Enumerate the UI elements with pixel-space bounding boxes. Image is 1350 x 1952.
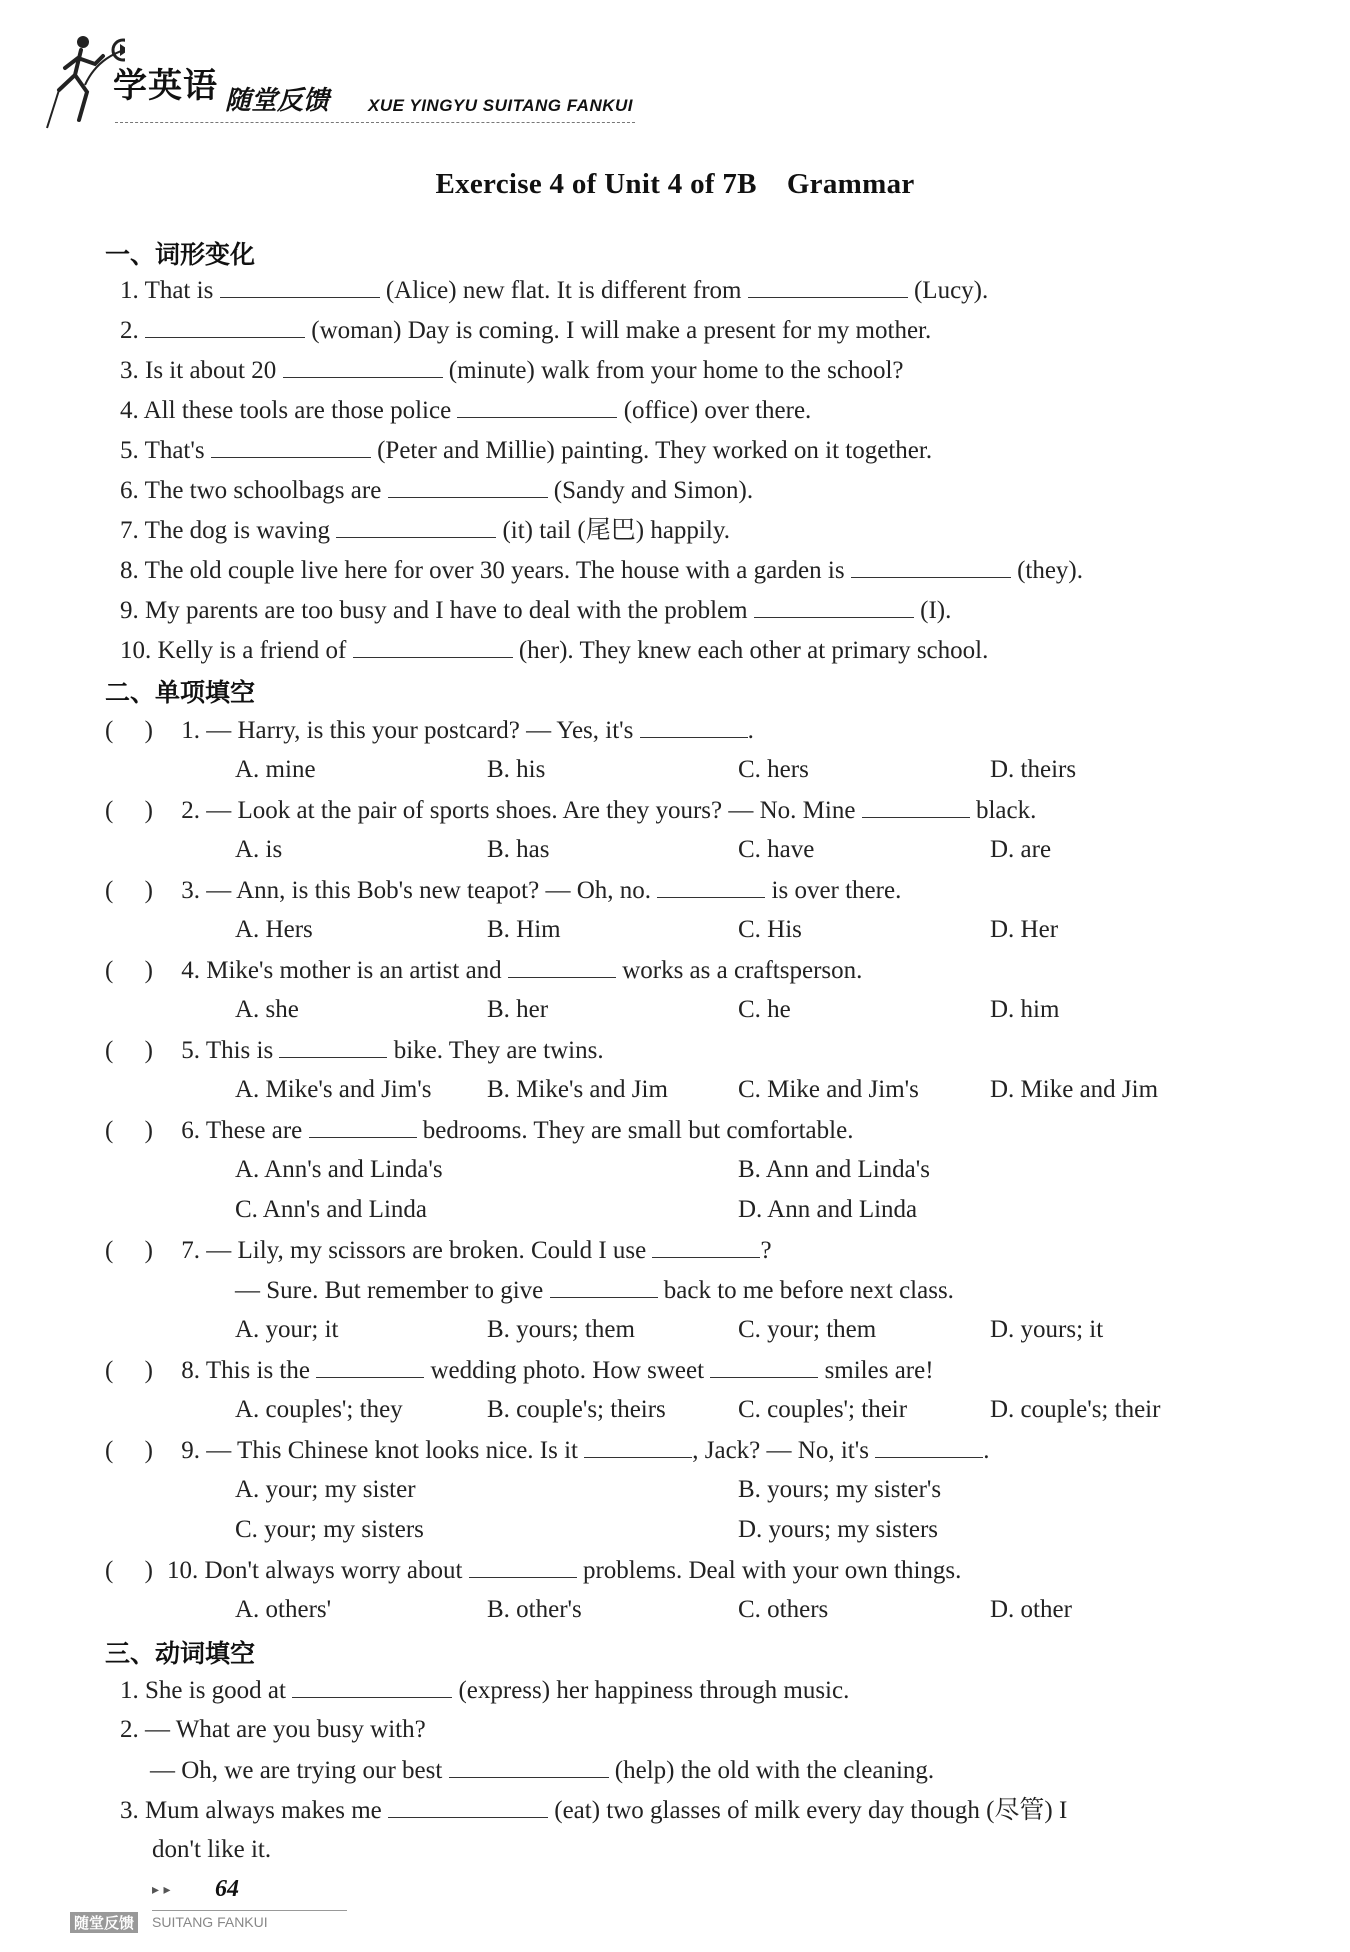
answer-blank[interactable] — [652, 1235, 760, 1258]
option-b[interactable]: B. her — [487, 996, 549, 1023]
s3-item-1: 1. She is good at (express) her happiness through music. — [120, 1677, 850, 1704]
s2-question-2: ( ) 2. — Look at the pair of sports shoes. Are they yours? — No. Mine black. — [105, 797, 1037, 824]
answer-blank[interactable] — [145, 315, 305, 338]
answer-blank[interactable] — [336, 515, 496, 538]
option-d[interactable]: D. are — [990, 836, 1052, 863]
option-b[interactable]: B. has — [487, 836, 550, 863]
answer-blank[interactable] — [640, 715, 748, 738]
option-a[interactable]: A. she — [235, 996, 299, 1023]
option-d[interactable]: D. Mike and Jim — [990, 1076, 1159, 1103]
s2-question-10: ( ) 10. Don't always worry about problems. Deal with your own things. — [105, 1557, 962, 1584]
option-b[interactable]: B. Him — [487, 916, 561, 943]
brand-pinyin: XUE YINGYU SUITANG FANKUI — [368, 96, 634, 115]
page-title — [0, 168, 1350, 201]
answer-paren[interactable]: ( ) — [105, 717, 153, 744]
s2-question-7-line-2: — Sure. But remember to give back to me before next class. — [235, 1277, 954, 1304]
answer-blank[interactable] — [283, 355, 443, 378]
brand-main: 学英语 — [113, 66, 218, 106]
answer-blank[interactable] — [469, 1555, 577, 1578]
option-d[interactable]: D. yours; my sisters — [738, 1516, 938, 1543]
answer-blank[interactable] — [279, 1035, 387, 1058]
footer-divider — [152, 1910, 347, 1911]
option-a[interactable]: A. your; it — [235, 1316, 339, 1343]
answer-paren[interactable]: ( ) — [105, 797, 153, 824]
page-header — [45, 30, 685, 140]
s3-item-2-reply: — Oh, we are trying our best (help) the old with the cleaning. — [150, 1757, 935, 1784]
option-c[interactable]: C. he — [738, 996, 791, 1023]
option-a[interactable]: A. Ann's and Linda's — [235, 1156, 443, 1183]
answer-blank[interactable] — [220, 275, 380, 298]
option-c[interactable]: C. others — [738, 1596, 829, 1623]
option-a[interactable]: A. your; my sister — [235, 1476, 416, 1503]
s2-question-3: ( ) 3. — Ann, is this Bob's new teapot? — Oh, no. is over there. — [105, 877, 902, 904]
s1-item-1: 1. That is (Alice) new flat. It is different from (Lucy). — [120, 277, 989, 304]
s3-item-3-cont: don't like it. — [152, 1836, 272, 1863]
answer-blank[interactable] — [353, 635, 513, 658]
s1-item-5: 5. That's (Peter and Millie) painting. They worked on it together. — [120, 437, 933, 464]
arrow-icon: ▸ ▸ — [152, 1882, 171, 1898]
s1-item-7: 7. The dog is waving (it) tail (尾巴) happily. — [120, 517, 730, 544]
answer-blank[interactable] — [388, 1795, 548, 1818]
s3-item-2: 2. — What are you busy with? — [120, 1716, 426, 1743]
option-c[interactable]: C. your; them — [738, 1316, 877, 1343]
s1-item-10: 10. Kelly is a friend of (her). They knew each other at primary school. — [120, 637, 989, 664]
option-b[interactable]: B. his — [487, 756, 546, 783]
answer-blank[interactable] — [862, 795, 970, 818]
s2-question-6: ( ) 6. These are bedrooms. They are small but comfortable. — [105, 1117, 854, 1144]
option-c[interactable]: C. couples'; their — [738, 1396, 908, 1423]
option-c[interactable]: C. His — [738, 916, 802, 943]
answer-blank[interactable] — [388, 475, 548, 498]
page-number: 64 — [215, 1876, 239, 1902]
title-exercise: Exercise 4 of Unit 4 of 7B — [435, 168, 757, 200]
option-c[interactable]: C. your; my sisters — [235, 1516, 424, 1543]
option-d[interactable]: D. couple's; their — [990, 1396, 1161, 1423]
option-a[interactable]: A. mine — [235, 756, 316, 783]
option-d[interactable]: D. other — [990, 1596, 1072, 1623]
answer-paren[interactable]: ( ) — [105, 1557, 153, 1584]
option-b[interactable]: B. other's — [487, 1596, 582, 1623]
option-d[interactable]: D. yours; it — [990, 1316, 1104, 1343]
answer-blank[interactable] — [211, 435, 371, 458]
s1-item-9: 9. My parents are too busy and I have to deal with the problem (I). — [120, 597, 952, 624]
option-c[interactable]: C. Mike and Jim's — [738, 1076, 919, 1103]
option-a[interactable]: A. couples'; they — [235, 1396, 403, 1423]
answer-blank[interactable] — [584, 1435, 692, 1458]
answer-blank[interactable] — [457, 395, 617, 418]
answer-blank[interactable] — [309, 1115, 417, 1138]
s2-question-7: ( ) 7. — Lily, my scissors are broken. Could I use ? — [105, 1237, 772, 1264]
answer-paren[interactable]: ( ) — [105, 1037, 153, 1064]
section-heading-1: 一、词形变化 — [105, 240, 256, 269]
answer-paren[interactable]: ( ) — [105, 1357, 153, 1384]
page-footer — [70, 1876, 370, 1940]
answer-blank[interactable] — [508, 955, 616, 978]
answer-blank[interactable] — [449, 1755, 609, 1778]
s2-question-4: ( ) 4. Mike's mother is an artist and works as a craftsperson. — [105, 957, 863, 984]
answer-paren[interactable]: ( ) — [105, 1437, 153, 1464]
option-b[interactable]: B. Ann and Linda's — [738, 1156, 930, 1183]
option-b[interactable]: B. couple's; theirs — [487, 1396, 666, 1423]
answer-blank[interactable] — [710, 1355, 818, 1378]
answer-blank[interactable] — [292, 1675, 452, 1698]
section-heading-3: 三、动词填空 — [105, 1639, 256, 1668]
option-d[interactable]: D. Her — [990, 916, 1059, 943]
s1-item-2: 2. (woman) Day is coming. I will make a present for my mother. — [120, 317, 932, 344]
option-a[interactable]: A. Hers — [235, 916, 313, 943]
s1-item-6: 6. The two schoolbags are (Sandy and Simon). — [120, 477, 754, 504]
option-a[interactable]: A. Mike's and Jim's — [235, 1076, 432, 1103]
header-divider — [115, 122, 635, 123]
answer-blank[interactable] — [875, 1435, 983, 1458]
answer-blank[interactable] — [550, 1275, 658, 1298]
brand-sub: 随堂反馈 — [225, 86, 330, 116]
option-b[interactable]: B. Mike's and Jim — [487, 1076, 668, 1103]
s2-question-5: ( ) 5. This is bike. They are twins. — [105, 1037, 604, 1064]
footer-tag: 随堂反馈 — [70, 1912, 138, 1933]
answer-paren[interactable]: ( ) — [105, 957, 153, 984]
s2-question-8: ( ) 8. This is the wedding photo. How sweet smiles are! — [105, 1357, 934, 1384]
s2-question-1: ( ) 1. — Harry, is this your postcard? — Yes, it's . — [105, 717, 754, 744]
option-c[interactable]: C. have — [738, 836, 815, 863]
s2-question-9: ( ) 9. — This Chinese knot looks nice. Is it , Jack? — No, it's . — [105, 1437, 990, 1464]
option-b[interactable]: B. yours; my sister's — [738, 1476, 942, 1503]
option-d[interactable]: D. Ann and Linda — [738, 1196, 918, 1223]
option-a[interactable]: A. is — [235, 836, 283, 863]
footer-pinyin: SUITANG FANKUI — [152, 1914, 268, 1930]
answer-blank[interactable] — [657, 875, 765, 898]
section-heading-2: 二、单项填空 — [105, 678, 256, 707]
answer-blank[interactable] — [316, 1355, 424, 1378]
option-c[interactable]: C. hers — [738, 756, 809, 783]
answer-blank[interactable] — [851, 555, 1011, 578]
answer-paren[interactable]: ( ) — [105, 1117, 153, 1144]
s1-item-3: 3. Is it about 20 (minute) walk from your home to the school? — [120, 357, 904, 384]
title-topic: Grammar — [786, 168, 915, 200]
answer-paren[interactable]: ( ) — [105, 877, 153, 904]
option-d[interactable]: D. him — [990, 996, 1060, 1023]
s3-item-3: 3. Mum always makes me (eat) two glasses of milk every day though (尽管) I — [120, 1797, 1068, 1824]
option-b[interactable]: B. yours; them — [487, 1316, 635, 1343]
answer-blank[interactable] — [754, 595, 914, 618]
option-d[interactable]: D. theirs — [990, 756, 1077, 783]
s1-item-4: 4. All these tools are those police (office) over there. — [120, 397, 812, 424]
option-c[interactable]: C. Ann's and Linda — [235, 1196, 427, 1223]
answer-paren[interactable]: ( ) — [105, 1237, 153, 1264]
option-a[interactable]: A. others' — [235, 1596, 332, 1623]
s1-item-8: 8. The old couple live here for over 30 years. The house with a garden is (they). — [120, 557, 1084, 584]
answer-blank[interactable] — [748, 275, 908, 298]
